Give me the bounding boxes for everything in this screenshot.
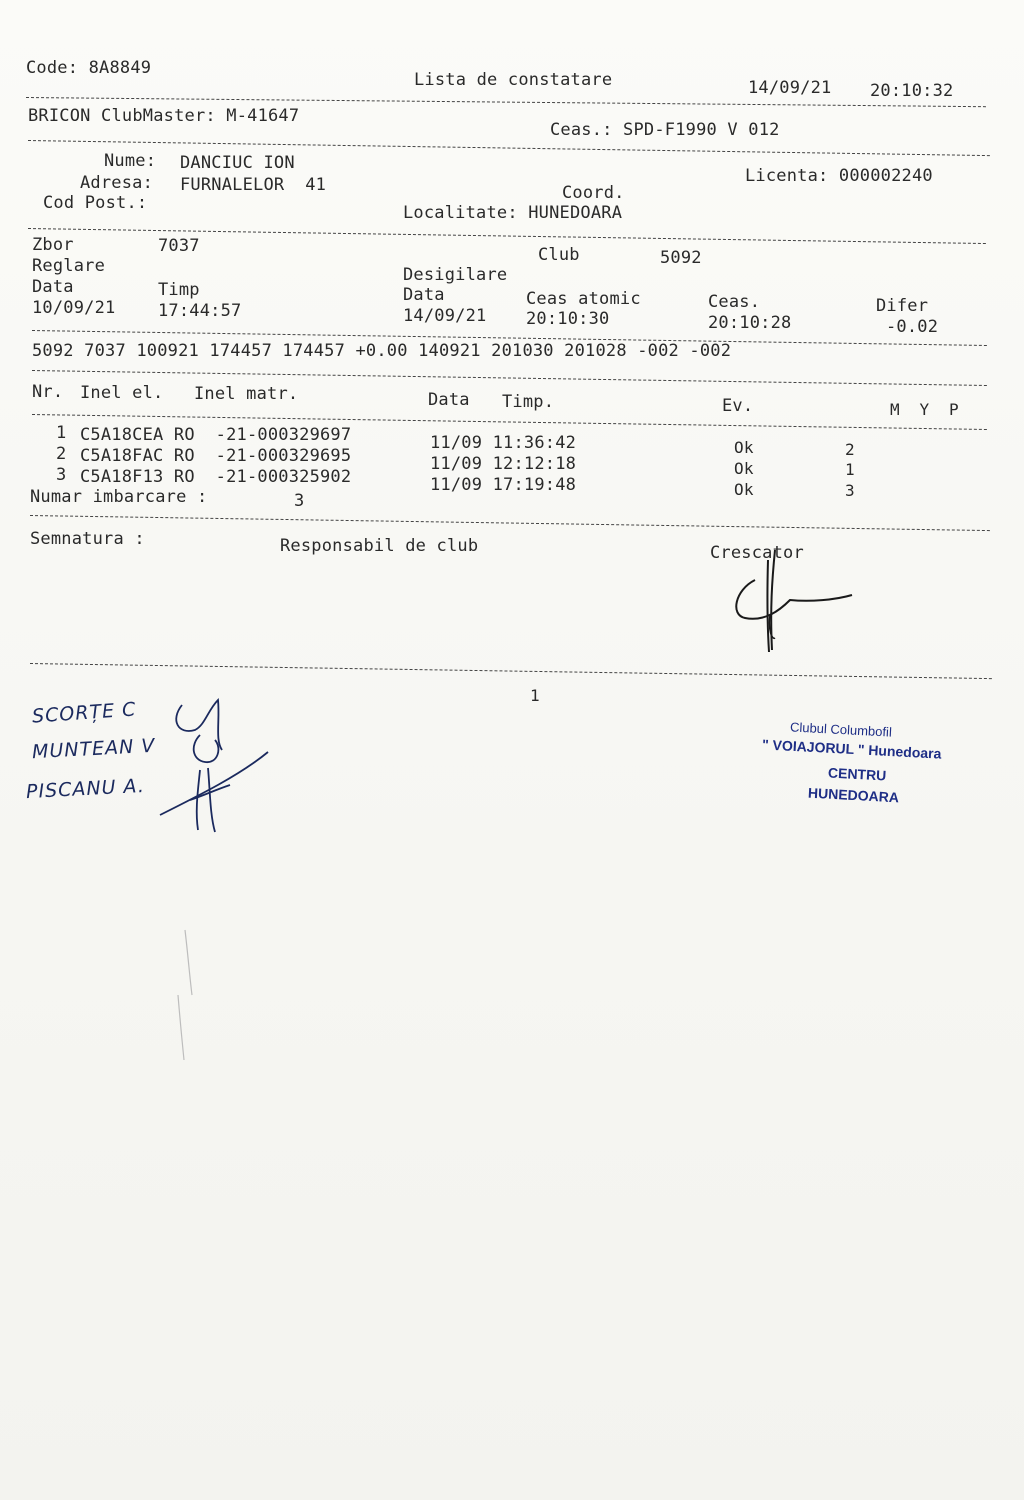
document-title: Lista de constatare [414, 70, 613, 90]
divider [30, 663, 992, 679]
responsabil-label: Responsabil de club [280, 536, 479, 556]
desig-data-label: Data [403, 285, 445, 305]
row-data-timp: 11/09 17:19:48 [430, 475, 577, 495]
header-date: 14/09/21 [748, 78, 832, 98]
col-myp: M Y P [890, 400, 959, 419]
ceas-value: 20:10:28 [708, 313, 792, 333]
col-data: Data [428, 390, 470, 410]
col-inel-el: Inel el. [80, 383, 164, 403]
licenta: Licenta: 000002240 [745, 166, 933, 186]
col-ev: Ev. [722, 396, 754, 416]
flight-code-line: 5092 7037 100921 174457 174457 +0.00 140921 201030 201028 -002 -002 [32, 341, 732, 361]
header-time: 20:10:32 [870, 81, 954, 101]
desigilare-label: Desigilare [403, 265, 508, 285]
divider [28, 140, 990, 156]
club-label: Club [538, 245, 580, 265]
row-data-timp: 11/09 12:12:18 [430, 454, 577, 474]
row-nr: 2 [56, 444, 67, 464]
row-inel: C5A18CEA RO -21-000329697 [80, 425, 352, 445]
row-nr: 1 [56, 423, 67, 443]
ceas-label: Ceas. [708, 292, 761, 312]
row-ev: Ok [734, 459, 754, 478]
row-inel: C5A18F13 RO -21-000325902 [80, 467, 352, 487]
clock-id: Ceas.: SPD-F1990 V 012 [550, 120, 780, 140]
club-value: 5092 [660, 248, 702, 268]
stamp-line: CENTRU [827, 764, 887, 784]
row-ev: Ok [734, 480, 754, 499]
handwritten-name: SCORȚE C [31, 698, 138, 728]
page-number: 1 [530, 686, 540, 705]
col-timp: Timp. [502, 392, 555, 412]
scan-mark [170, 925, 210, 1065]
desig-data: 14/09/21 [403, 306, 487, 326]
divider [32, 370, 987, 386]
stamp-line: " VOIAJORUL " Hunedoara [761, 736, 942, 762]
reglare-label: Reglare [32, 256, 106, 276]
col-inel-matr: Inel matr. [194, 384, 299, 404]
reglare-data-label: Data [32, 277, 74, 297]
reglare-timp: 17:44:57 [158, 301, 242, 321]
commission-signatures [160, 690, 280, 840]
adresa-label: Adresa: [80, 173, 154, 193]
row-ev: Ok [734, 438, 754, 457]
difer-label: Difer [876, 296, 929, 316]
semnatura-label: Semnatura : [30, 529, 145, 549]
ceas-atomic-label: Ceas atomic [526, 289, 641, 309]
owner-address: FURNALELOR 41 [180, 175, 327, 195]
reglare-timp-label: Timp [158, 280, 200, 300]
difer-value: -0.02 [886, 317, 939, 337]
clubmaster-id: BRICON ClubMaster: M-41647 [28, 106, 300, 126]
stamp-line: HUNEDOARA [807, 784, 900, 806]
codpost-label: Cod Post.: [43, 193, 148, 213]
col-nr: Nr. [32, 382, 64, 402]
crescator-signature [720, 540, 870, 660]
ceas-atomic-value: 20:10:30 [526, 309, 610, 329]
handwritten-name: PISCANU A. [25, 774, 146, 804]
reglare-data: 10/09/21 [32, 298, 116, 318]
row-val: 1 [845, 460, 855, 479]
divider [30, 515, 990, 531]
numar-imbarcare-label: Numar imbarcare : [30, 487, 208, 507]
row-inel: C5A18FAC RO -21-000329695 [80, 446, 352, 466]
row-val: 3 [845, 481, 855, 500]
coord-label: Coord. [562, 183, 625, 203]
owner-name: DANCIUC ION [180, 153, 295, 173]
row-val: 2 [845, 440, 855, 459]
row-nr: 3 [56, 465, 67, 485]
row-data-timp: 11/09 11:36:42 [430, 433, 577, 453]
localitate: Localitate: HUNEDOARA [403, 203, 623, 223]
crescator-label: Crescator [710, 543, 804, 563]
zbor-value: 7037 [158, 236, 200, 256]
nume-label: Nume: [104, 151, 157, 171]
zbor-label: Zbor [32, 235, 74, 255]
numar-imbarcare-value: 3 [294, 491, 305, 511]
code-label: Code: 8A8849 [26, 58, 152, 78]
handwritten-name: MUNTEAN V [31, 734, 156, 764]
stamp-line: Clubul Columbofil [789, 719, 893, 740]
